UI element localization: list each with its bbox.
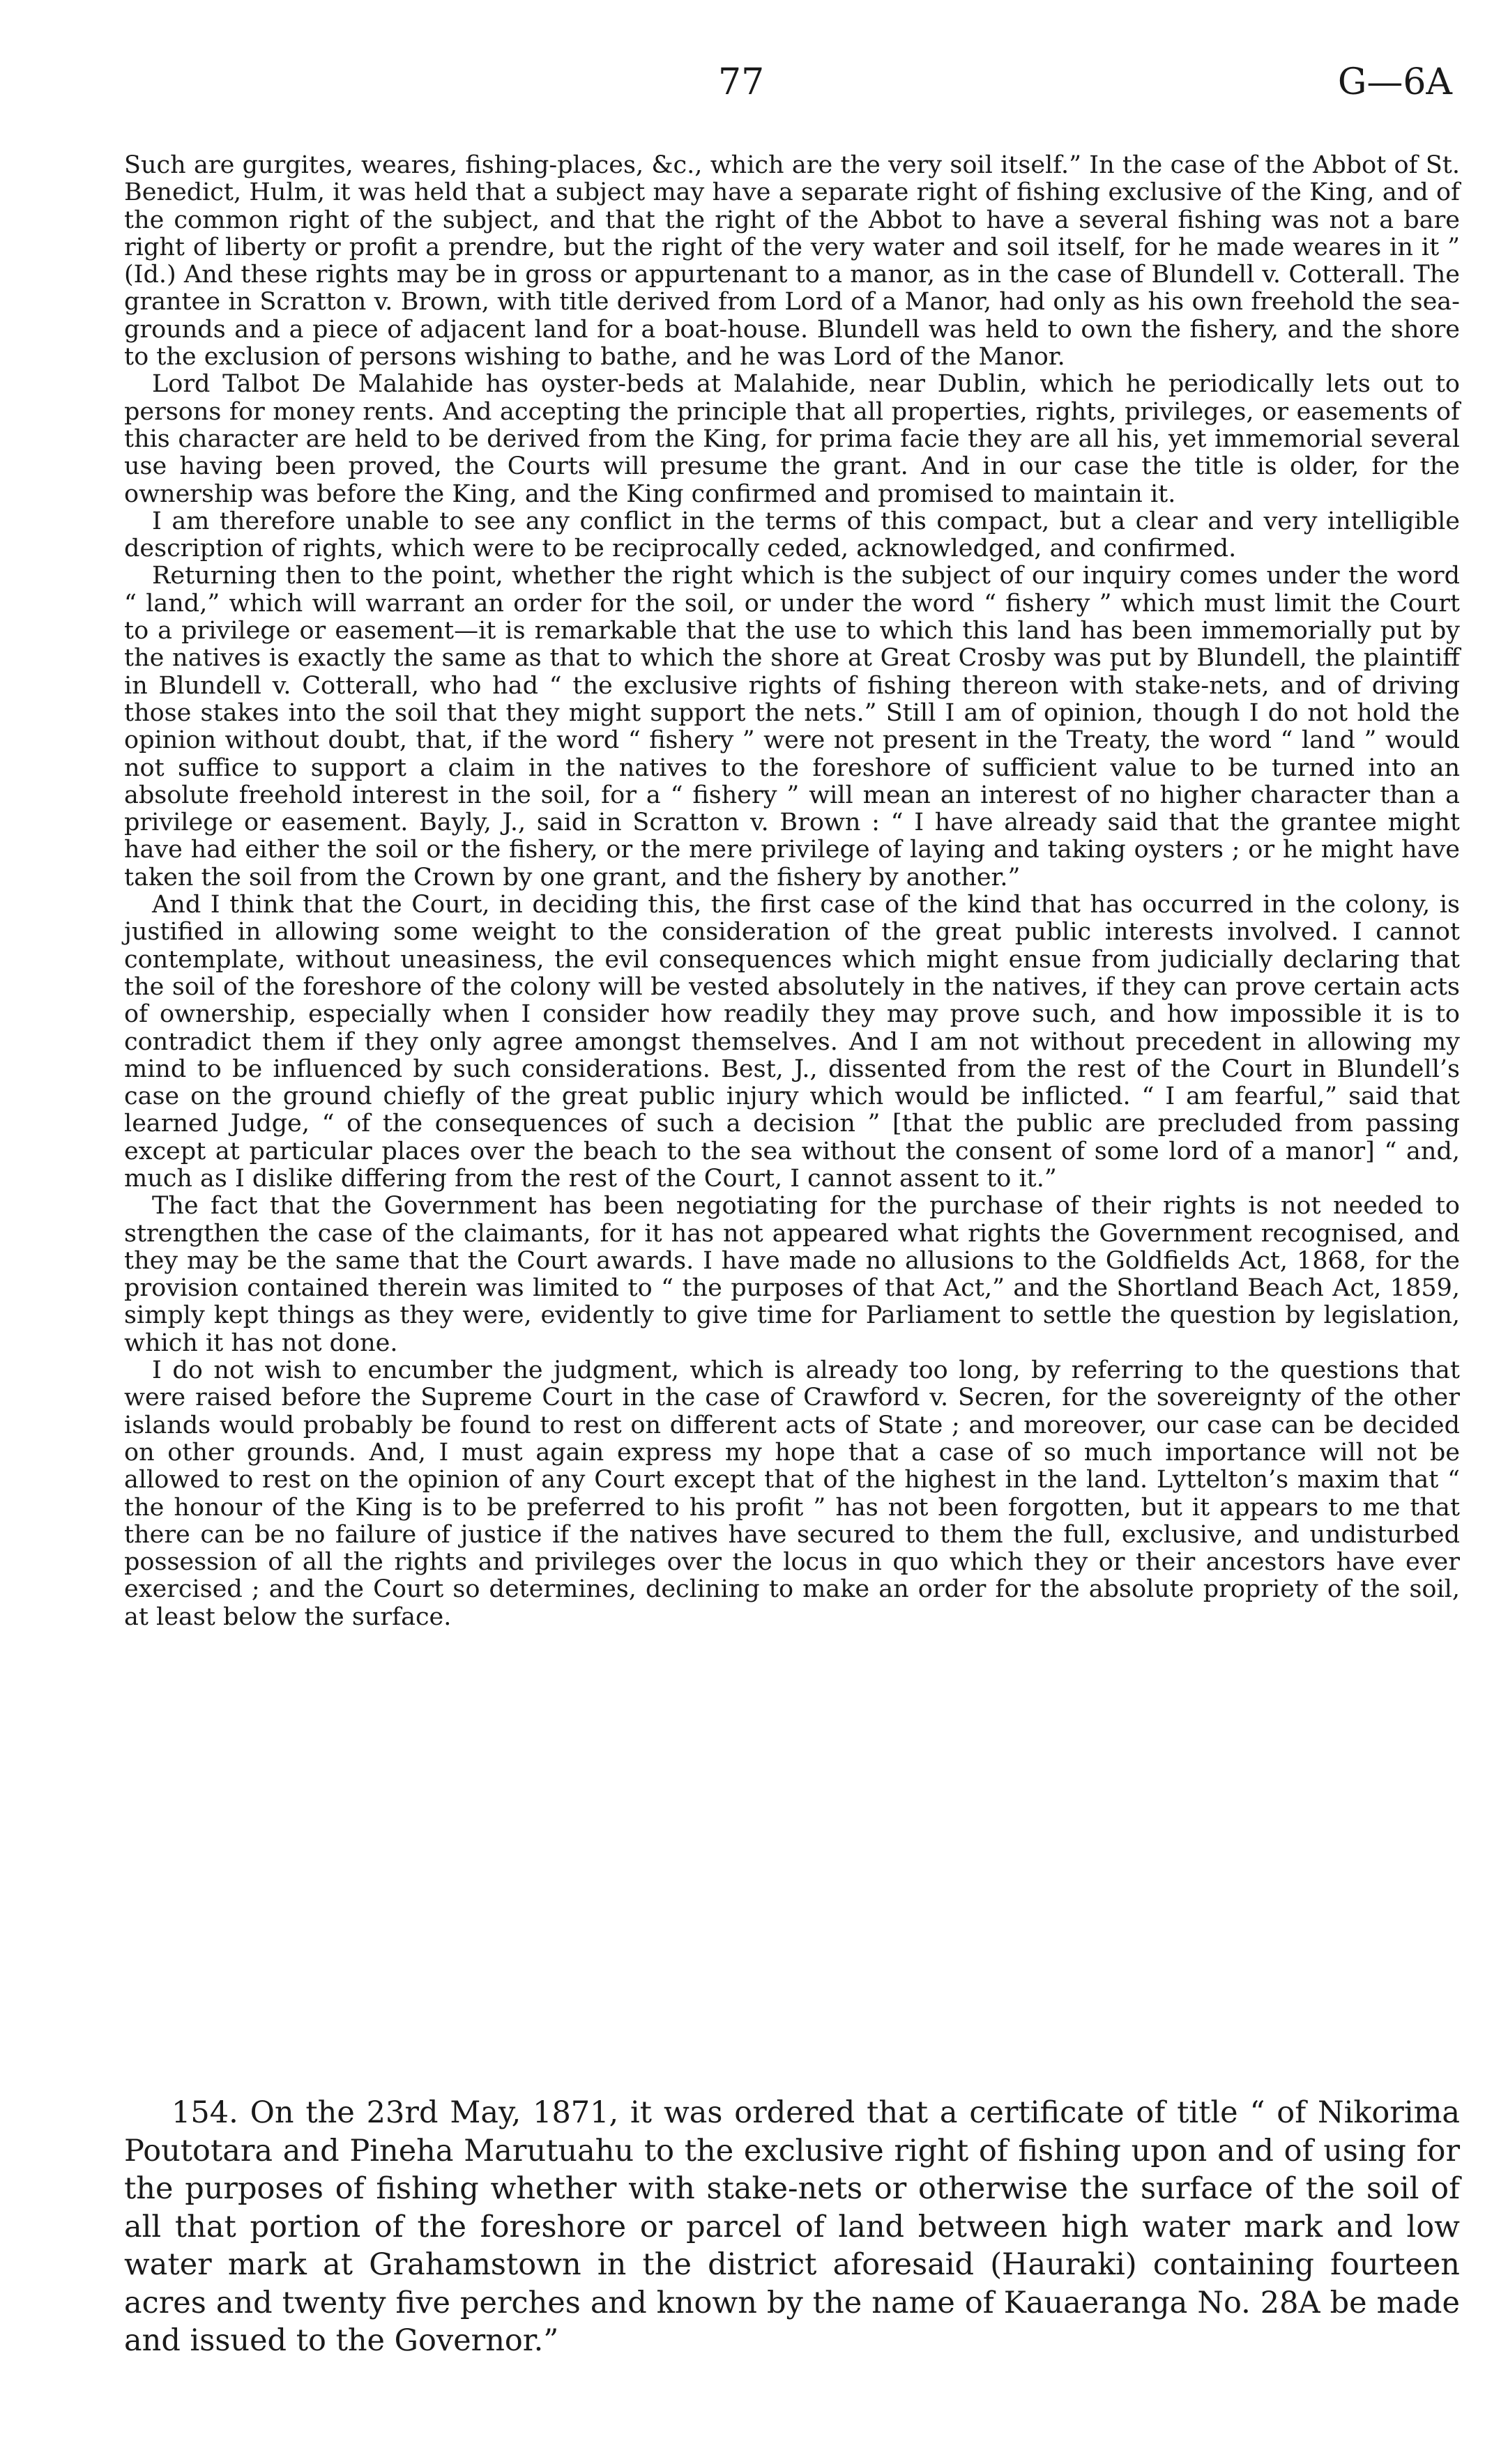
paragraph: Returning then to the point, whether the right which is the subject of our inquiry comes under the word “ land,” which will warrant an order for the soil, or under the word “ fishery ” which must limit the Court to a privilege or easement—it is remarkable that the use to which this land has been immemorially put by the natives is exactly the same as that to which the shore at Great Crosby was put by Blundell, the plaintiff in Blundell v. Cotterall, who had “ the exclusive rights of fishing thereon with stake-nets, and of driving those stakes into the soil that they might support the nets.” Still I am of opinion, though I do not hold the opinion without doubt, that, if the word “ fishery ” were not present in the Treaty, the word “ land ” would not suffice to support a claim in the natives to the foreshore of sufficient value to be turned into an absolute freehold interest in the soil, for a “ fishery ” will mean an interest of no higher character than a privilege or easement. Bayly, J., said in Scratton v. Brown : “ I have already said that the grantee might have had either the soil or the fishery, or the mere privilege of laying and taking oysters ; or he might have taken the soil from the Crown by one grant, and the fishery by another.”	[124, 562, 1460, 892]
paragraph: And I think that the Court, in deciding this, the first case of the kind that has occurred in the colony, is justified in allowing some weight to the consideration of the great public interests involved. I cannot contemplate, without uneasiness, the evil consequences which might ensue from judicially declaring that the soil of the foreshore of the colony will be vested absolutely in the natives, if they can prove certain acts of ownership, especially when I consider how readily they may prove such, and how impossible it is to contradict them if they only agree amongst themselves. And I am not without precedent in allowing my mind to be influenced by such considerations. Best, J., dissented from the rest of the Court in Blundell’s case on the ground chiefly of the great public injury which would be inflicted. “ I am fearful,” said that learned Judge, “ of the consequences of such a decision ” [that the public are precluded from passing except at particular places over the beach to the sea without the consent of some lord of a manor] “ and, much as I dislike differing from the rest of the Court, I cannot assent to it.”	[124, 891, 1460, 1193]
body-text	[124, 152, 1460, 1631]
page-header	[0, 61, 1508, 110]
paragraph: I do not wish to encumber the judgment, which is already too long, by referring to the questions that were raised before the Supreme Court in the case of Crawford v. Secren, for the sovereignty of the other islands would probably be found to rest on different acts of State ; and moreover, our case can be decided on other grounds. And, I must again express my hope that a case of so much importance will not be allowed to rest on the opinion of any Court except that of the highest in the land. Lyttelton’s maxim that “ the honour of the King is to be preferred to his profit ” has not been forgotten, but it appears to me that there can be no failure of justice if the natives have secured to them the full, exclusive, and undisturbed possession of all the rights and privileges over the locus in quo which they or their ancestors have ever exercised ; and the Court so determines, declining to make an order for the absolute propriety of the soil, at least below the surface.	[124, 1356, 1460, 1631]
paragraph: Lord Talbot De Malahide has oyster-beds at Malahide, near Dublin, which he periodically lets out to persons for money rents. And accepting the principle that all properties, rights, privileges, or easements of this character are held to be derived from the King, for prima facie they are all his, yet immemorial several use having been proved, the Courts will presume the grant. And in our case the title is older, for the ownership was before the King, and the King confirmed and promised to maintain it.	[124, 370, 1460, 508]
document-reference: G—6A	[1337, 61, 1452, 103]
paragraph: The fact that the Government has been negotiating for the purchase of their rights is not needed to strengthen the case of the claimants, for it has not appeared what rights the Government recognised, and they may be the same that the Court awards. I have made no allusions to the Goldfields Act, 1868, for the provision contained therein was limited to “ the purposes of that Act,” and the Shortland Beach Act, 1859, simply kept things as they were, evidently to give time for Parliament to settle the question by legislation, which it has not done.	[124, 1192, 1460, 1357]
paragraph: I am therefore unable to see any conflict in the terms of this compact, but a clear and very intelligible description of rights, which were to be reciprocally ceded, acknowledged, and confirmed.	[124, 507, 1460, 563]
page-number: 77	[718, 61, 765, 103]
final-section	[124, 2094, 1460, 2360]
paragraph: Such are gurgites, weares, fishing-places, &c., which are the very soil itself.” In the case of the Abbot of St. Benedict, Hulm, it was held that a subject may have a separate right of fishing exclusive of the King, and of the common right of the subject, and that the right of the Abbot to have a several fishing was not a bare right of liberty or profit a prendre, but the right of the very water and soil itself, for he made weares in it ” (Id.) And these rights may be in gross or appurtenant to a manor, as in the case of Blundell v. Cotterall. The grantee in Scratton v. Brown, with title derived from Lord of a Manor, had only as his own freehold the sea-grounds and a piece of adjacent land for a boat-house. Blundell was held to own the fishery, and the shore to the exclusion of persons wishing to bathe, and he was Lord of the Manor.	[124, 151, 1460, 372]
numbered-paragraph-154: 154. On the 23rd May, 1871, it was ordered that a certificate of title “ of Nikorima Poutotara and Pineha Marutuahu to the exclusive right of fishing upon and of using for the purposes of fishing whether with stake-nets or otherwise the surface of the soil of all that portion of the foreshore or parcel of land between high water mark and low water mark at Grahamstown in the district aforesaid (Hauraki) containing fourteen acres and twenty five perches and known by the name of Kauaeranga No. 28A be made and issued to the Governor.”	[124, 2095, 1460, 2358]
